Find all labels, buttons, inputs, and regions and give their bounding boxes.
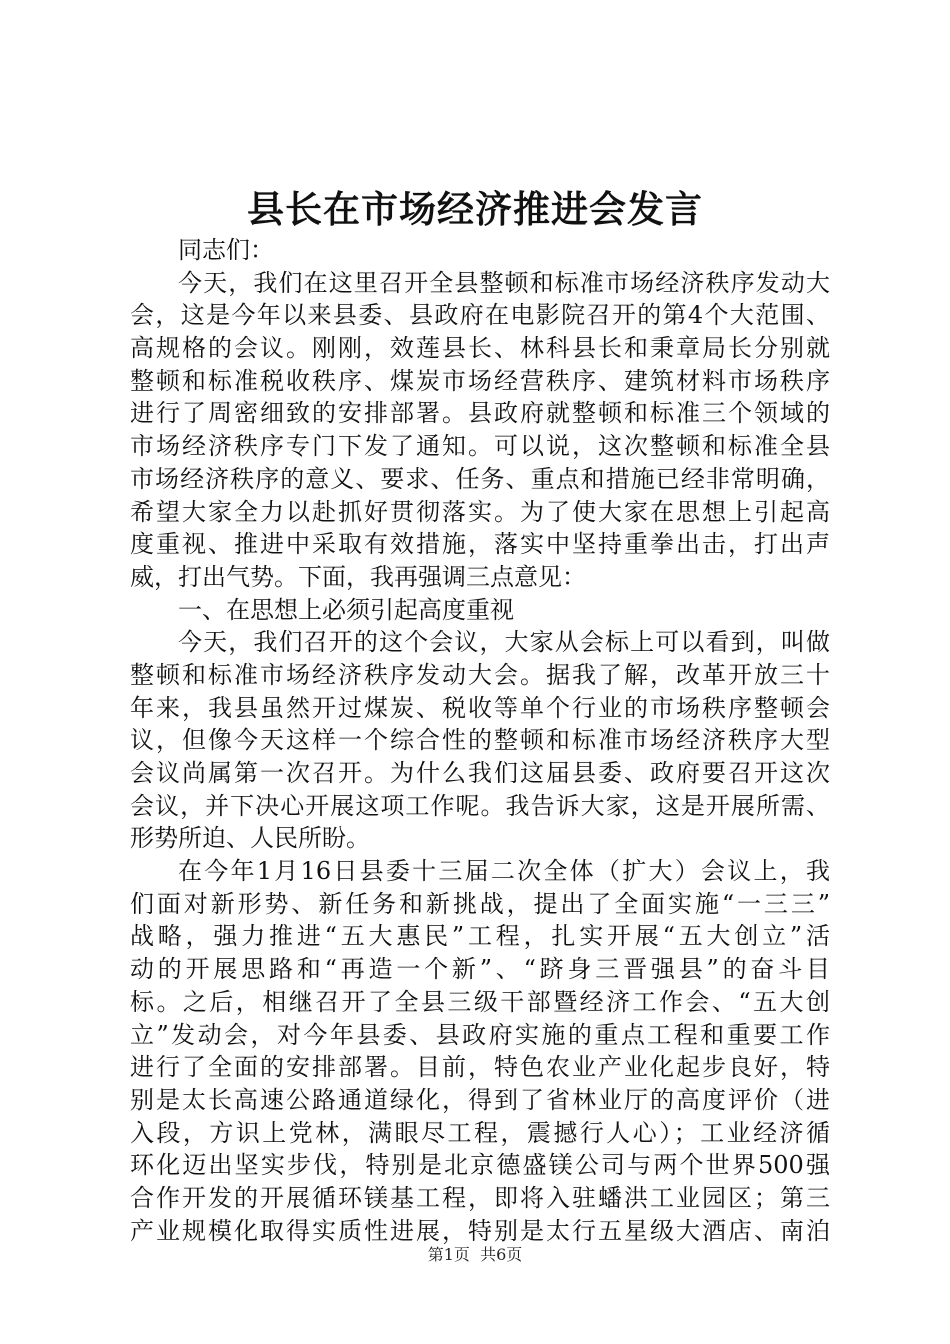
text-line: 战略，强力推进“五大惠民”工程，扎实开展“五大创立”活 — [130, 922, 830, 951]
text-line: 形势所迫、人民所盼。 — [130, 824, 370, 853]
text-line: 环化迈出坚实步伐，特别是北京德盛镁公司与两个世界500强 — [130, 1151, 830, 1180]
text-line: 在今年1月16日县委十三届二次全体（扩大）会议上，我 — [178, 857, 830, 886]
text-line: 进行了全面的安排部署。目前，特色农业产业化起步良好，特 — [130, 1053, 830, 1082]
page-footer: 第1页 共6页 — [427, 1245, 523, 1264]
text-line: 一、在思想上必须引起高度重视 — [178, 595, 514, 624]
text-line: 别是太长高速公路通道绿化，得到了省林业厅的高度评价（进 — [130, 1085, 830, 1114]
text-line: 高规格的会议。刚刚，效莲县长、林科县长和秉章局长分别就 — [130, 334, 830, 363]
text-line: 进行了周密细致的安排部署。县政府就整顿和标准三个领域的 — [130, 399, 830, 428]
text-line: 年来，我县虽然开过煤炭、税收等单个行业的市场秩序整顿会 — [130, 693, 830, 722]
text-line: 入段，方识上党林，满眼尽工程，震撼行人心）；工业经济循 — [130, 1118, 830, 1147]
text-line: 们面对新形势、新任务和新挑战，提出了全面实施“一三三” — [130, 889, 830, 918]
text-line: 立”发动会，对今年县委、县政府实施的重点工程和重要工作 — [130, 1020, 830, 1049]
text-line: 动的开展思路和“再造一个新”、“跻身三晋强县”的奋斗目 — [130, 955, 830, 984]
text-line: 会议，并下决心开展这项工作呢。我告诉大家，这是开展所需、 — [130, 791, 830, 820]
text-line: 会，这是今年以来县委、县政府在电影院召开的第4个大范围、 — [130, 301, 830, 330]
text-line: 度重视、推进中采取有效措施，落实中坚持重拳出击，打出声 — [130, 530, 830, 559]
text-line: 市场经济秩序的意义、要求、任务、重点和措施已经非常明确， — [130, 464, 830, 493]
text-line: 会议尚属第一次召开。为什么我们这届县委、政府要召开这次 — [130, 759, 830, 787]
text-line: 产业规模化取得实质性进展，特别是太行五星级大酒店、南泊 — [130, 1216, 830, 1245]
text-line: 市场经济秩序专门下发了通知。可以说，这次整顿和标准全县 — [130, 432, 830, 461]
text-line: 议，但像今天这样一个综合性的整顿和标准市场经济秩序大型 — [130, 726, 830, 755]
document-title: 县长在市场经济推进会发言 — [247, 187, 703, 231]
text-line: 整顿和标准市场经济秩序发动大会。据我了解，改革开放三十 — [130, 660, 830, 689]
document-body — [130, 234, 830, 1247]
text-line: 整顿和标准税收秩序、煤炭市场经营秩序、建筑材料市场秩序 — [130, 366, 830, 395]
text-line: 希望大家全力以赴抓好贯彻落实。为了使大家在思想上引起高 — [130, 497, 830, 526]
text-line: 今天，我们召开的这个会议，大家从会标上可以看到，叫做 — [178, 628, 830, 657]
text-line: 同志们： — [178, 236, 274, 264]
text-line: 今天，我们在这里召开全县整顿和标准市场经济秩序发动大 — [178, 268, 830, 297]
text-line: 标。之后，相继召开了全县三级干部暨经济工作会、“五大创 — [130, 987, 830, 1016]
text-line: 威，打出气势。下面，我再强调三点意见： — [130, 562, 586, 591]
text-line: 合作开发的开展循环镁基工程，即将入驻蟠洪工业园区；第三 — [130, 1183, 830, 1212]
